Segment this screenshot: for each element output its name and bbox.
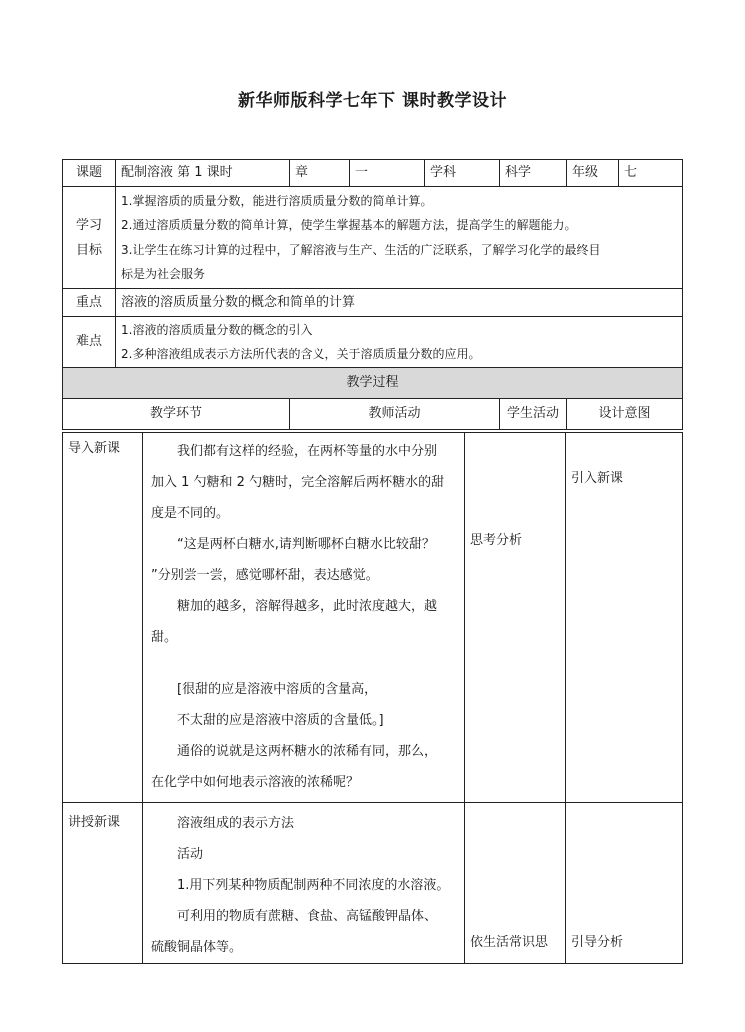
- process-row-lecture: [63, 803, 683, 964]
- key-point-value: 溶液的溶质质量分数的概念和简单的计算: [116, 289, 683, 317]
- topic-value: 配制溶液 第 1 课时: [116, 160, 290, 187]
- subject-label: 学科: [425, 160, 500, 187]
- teacher-line: 通俗的说就是这两杯糖水的浓稀有同，那么，: [177, 744, 438, 759]
- col-student-header: 学生活动: [500, 399, 567, 430]
- topic-label: 课题: [63, 160, 116, 187]
- grade-value: 七: [619, 160, 683, 187]
- document-title: 新华师版科学七年下 课时教学设计: [238, 91, 507, 111]
- process-table: [62, 432, 683, 964]
- difficulty-item: 1.溶液的溶质质量分数的概念的引入: [121, 322, 313, 337]
- difficulty-label: 难点: [63, 317, 116, 368]
- header-row: [63, 160, 683, 187]
- chapter-label: 章: [290, 160, 350, 187]
- student-activity-intro: 思考分析: [465, 433, 566, 803]
- stage-lecture: 讲授新课: [63, 803, 143, 964]
- subject-value: 科学: [500, 160, 567, 187]
- teacher-line: 糖加的越多，溶解得越多，此时浓度越大，越: [177, 599, 438, 614]
- teacher-line: 加入 1 勺糖和 2 勺糖时，完全溶解后两杯糖水的甜: [151, 475, 445, 490]
- teacher-line: 1.用下列某种物质配制两种不同浓度的水溶液。: [177, 878, 450, 893]
- teacher-line: 不太甜的应是溶液中溶质的含量低。]: [177, 713, 384, 728]
- teacher-activity-lecture: [143, 803, 465, 964]
- difficulty-row: [63, 317, 683, 368]
- objectives-label-line2: 目标: [75, 242, 102, 258]
- teacher-line: “这是两杯白糖水,请判断哪杯白糖水比较甜？: [177, 537, 435, 552]
- stage-intro: 导入新课: [63, 433, 143, 803]
- teacher-activity-intro: [143, 433, 465, 803]
- teacher-line: 硫酸铜晶体等。: [151, 940, 243, 955]
- col-teacher-header: 教师活动: [290, 399, 500, 430]
- teacher-line: 溶液组成的表示方法: [177, 816, 295, 831]
- process-title-row: [63, 368, 683, 399]
- teacher-line: [很甜的应是溶液中溶质的含量高，: [177, 682, 378, 697]
- objectives-row: [63, 187, 683, 289]
- teacher-line: 在化学中如何地表示溶液的浓稀呢？: [151, 775, 360, 790]
- chapter-value: 一: [350, 160, 425, 187]
- key-point-row: [63, 289, 683, 317]
- grade-label: 年级: [567, 160, 619, 187]
- intent-intro: 引入新课: [566, 433, 683, 803]
- student-activity-lecture: 依生活常识思: [465, 803, 566, 964]
- intent-lecture: 引导分析: [566, 803, 683, 964]
- lesson-plan-table: [62, 159, 683, 430]
- process-header-row: [63, 399, 683, 430]
- objectives-label-line1: 学习: [75, 217, 102, 233]
- objectives-label: [63, 187, 116, 289]
- process-title: 教学过程: [63, 368, 683, 399]
- teacher-line: 度是不同的。: [151, 506, 230, 521]
- difficulty-item: 2.多种溶液组成表示方法所代表的含义，关于溶质质量分数的应用。: [121, 347, 481, 361]
- difficulty-content: [116, 317, 683, 368]
- col-stage-header: 教学环节: [63, 399, 290, 430]
- teacher-line: 甜。: [151, 630, 178, 645]
- objective-item: 2.通过溶质质量分数的简单计算，使学生掌握基本的解题方法，提高学生的解题能力。: [121, 218, 577, 232]
- objective-item: 标是为社会服务: [121, 267, 206, 281]
- col-intent-header: 设计意图: [567, 399, 683, 430]
- teacher-line: 我们都有这样的经验，在两杯等量的水中分别: [177, 444, 438, 459]
- teacher-line: 活动: [177, 847, 204, 862]
- objective-item: 1.掌握溶质的质量分数，能进行溶质质量分数的简单计算。: [121, 193, 433, 208]
- objective-item: 3.让学生在练习计算的过程中，了解溶液与生产、生活的广泛联系，了解学习化学的最终目: [121, 242, 601, 257]
- teacher-line: 可利用的物质有蔗糖、食盐、高锰酸钾晶体、: [177, 909, 438, 924]
- process-row-intro: [63, 433, 683, 803]
- teacher-line: ”分别尝一尝，感觉哪杯甜，表达感觉。: [151, 568, 379, 583]
- objectives-content: [116, 187, 683, 289]
- key-point-label: 重点: [63, 289, 116, 317]
